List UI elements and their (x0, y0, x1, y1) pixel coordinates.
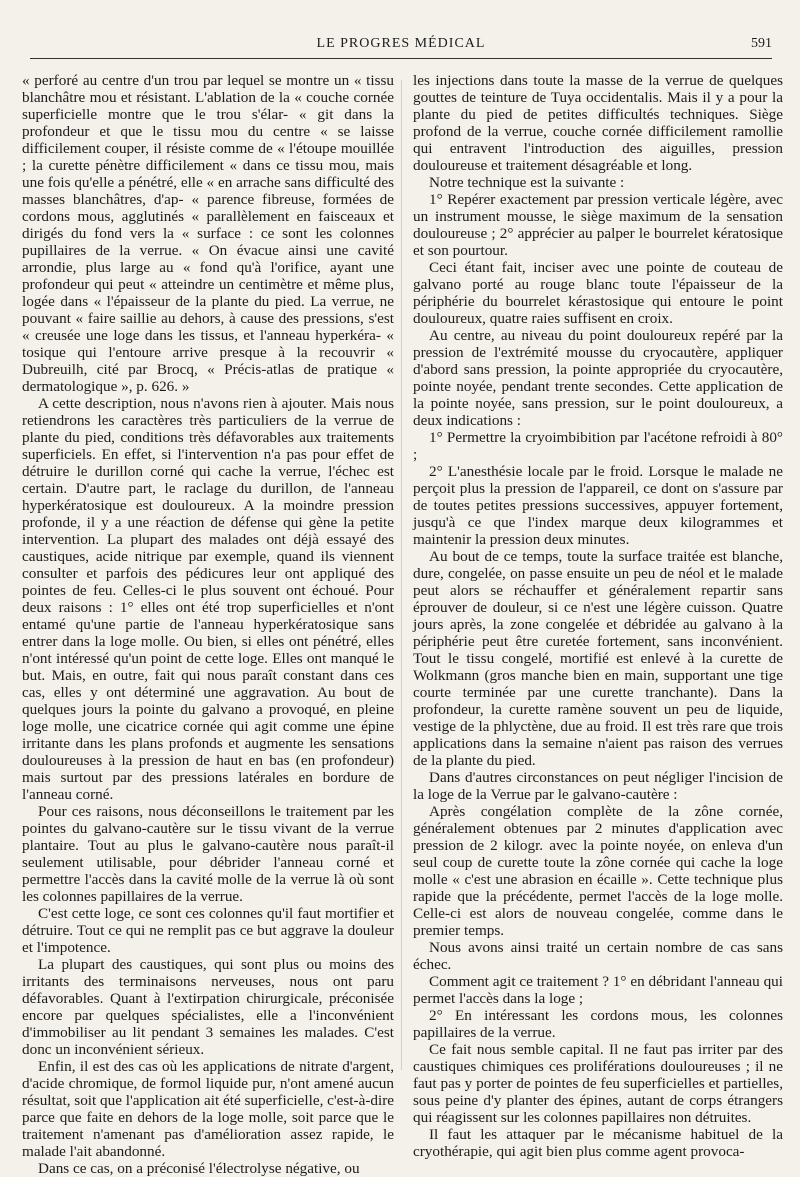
paragraph: Pour ces raisons, nous déconseillons le traitement par les pointes du galvano-cautère sur le tissu vivant de la verrue plantaire. Tout au plus le galvano-cautère nous paraît-il seulement utilisable, pour débrider l'anneau corné et permettre l'accès dans la cavité molle de la verrue là où sont les colonnes papillaires de la verrue. (22, 803, 394, 905)
paragraph: 1° Permettre la cryoimbibition par l'acétone refroidi à 80° ; (413, 429, 783, 463)
column-divider (401, 80, 402, 1070)
paragraph: 1° Repérer exactement par pression verticale légère, avec un instrument mousse, le siège maximum de la sensation douloureuse ; 2° apprécier au palper le bourrelet kératosique et son pourtour. (413, 191, 783, 259)
paragraph: 2° L'anesthésie locale par le froid. Lorsque le malade ne perçoit plus la pression de l'appareil, ce dont on s'assure par de toutes petites pressions successives, appuyer fortement, jusqu'à ce que l'index marque deux kilogrammes et maintenir la pression deux minutes. (413, 463, 783, 548)
paragraph: A cette description, nous n'avons rien à ajouter. Mais nous retiendrons les caractères très particuliers de la verrue de plante du pied, conditions très défavorables aux traitements superficiels. En effet, si l'intervention n'a pas pour effet de détruire le durillon corné qui cache la verrue, l'échec est certain. D'autre part, le raclage du durillon, de l'anneau hyperkératosique est douloureux. A la moindre pression profonde, il y a une réaction de défense qui gène la petite intervention. La plupart des malades ont déjà essayé des caustiques, acide nitrique par exemple, quand ils viennent consulter et parfois des pédicures leur ont appliqué des pointes de feu. Celles-ci le plus souvent ont échoué. Pour deux raisons : 1° elles ont été trop superficielles et n'ont entamé qu'une partie de l'anneau hyperkératosique sans entrer dans la loge molle. Ou bien, si elles ont pénétré, elles n'ont intéressé qu'un point de cette loge. Elles ont manqué le but. Mais, en outre, fait qui nous paraît constant dans ces cas, elles y ont déterminé une aggravation. Au bout de quelques jours la pointe du galvano a provoqué, en pleine loge molle, une cicatrice cornée qui agit comme une épine irritante dans les plans profonds et augmente les sensations douloureuses à la pression de haut en bas (en profondeur) mais surtout par des pressions latérales en bordure de l'anneau corné. (22, 395, 394, 803)
paragraph: Dans ce cas, on a préconisé l'électrolyse négative, ou (38, 1160, 360, 1177)
paragraph: les injections dans toute la masse de la verrue de quelques gouttes de teinture de Tuya occidentalis. Mais il y a pour la plante du pied de petites difficultés techniques. Siège profond de la verrue, couche cornée difficilement ramollie qui entravent l'introduction des aiguilles, pression douloureuse et traitement désagréable et long. (413, 72, 783, 174)
paragraph: Notre technique est la suivante : (429, 174, 625, 191)
paragraph: Comment agit ce traitement ? 1° en débridant l'anneau qui permet l'accès dans la loge ; (413, 973, 783, 1007)
right-column (413, 72, 783, 1160)
page-header (30, 36, 772, 59)
running-title: LE PROGRES MÉDICAL (316, 36, 486, 51)
paragraph: Au centre, au niveau du point douloureux repéré par la pression de l'extrémité mousse du cryocautère, appliquer d'abord sans pression, la pointe appropriée du cryocautère, pointe noyée, pendant trente secondes. Cette application de la pointe noyée, sans pression, sur le point douloureux, a deux indications : (413, 327, 783, 429)
page-number: 591 (751, 36, 772, 51)
left-column (22, 72, 394, 1177)
paragraph: Enfin, il est des cas où les applications de nitrate d'argent, d'acide chromique, de formol liquide pur, n'ont amené aucun résultat, soit que l'application ait été superficielle, c'est-à-dire parce que faite en dehors de la loge molle, soit parce que le traitement n'amenant pas d'amélioration assez rapide, le malade l'ait abandonné. (22, 1058, 394, 1160)
paragraph: Dans d'autres circonstances on peut négliger l'incision de la loge de la Verrue par le galvano-cautère : (413, 769, 783, 803)
paragraph: La plupart des caustiques, qui sont plus ou moins des irritants des terminaisons nerveuses, nous ont paru défavorables. Quant à l'extirpation chirurgicale, préconisée encore par quelques spécialistes, elle a l'inconvénient d'immobiliser au lit pendant 3 semaines les malades. C'est donc un inconvénient sérieux. (22, 956, 394, 1058)
paragraph: Il faut les attaquer par le mécanisme habituel de la cryothérapie, qui agit bien plus comme agent provoca- (413, 1126, 783, 1160)
paragraph: Nous avons ainsi traité un certain nombre de cas sans échec. (413, 939, 783, 973)
paragraph: Ce fait nous semble capital. Il ne faut pas irriter par des caustiques chimiques ces proliférations douloureuses ; il ne faut pas y porter de pointes de feu superficielles et partielles, sous peine d'y planter des épines, autant de corps étrangers qui réagissent sur les colonnes papillaires non détruites. (413, 1041, 783, 1126)
paragraph: Ceci étant fait, inciser avec une pointe de couteau de galvano porté au rouge blanc toute l'épaisseur de la périphérie du bourrelet kérastosique qui entoure le point douloureux, quatre raies suffisent en croix. (413, 259, 783, 327)
paragraph: 2° En intéressant les cordons mous, les colonnes papillaires de la verrue. (413, 1007, 783, 1041)
paragraph: C'est cette loge, ce sont ces colonnes qu'il faut mortifier et détruire. Tout ce qui ne remplit pas ce but aggrave la douleur et l'impotence. (22, 905, 394, 956)
paragraph: Après congélation complète de la zône cornée, généralement obtenues par 2 minutes d'application avec pression de 2 kilogr. avec la pointe noyée, on enleva d'un seul coup de curette toute la zône cornée qui cache la loge molle « c'est une abrasion en écaille ». Cette technique plus rapide que la précédente, permet l'accès de la loge molle. Celle-ci est alors de nouveau congelée, comme dans le premier temps. (413, 803, 783, 939)
paragraph: Au bout de ce temps, toute la surface traitée est blanche, dure, congelée, on passe ensuite un peu de néol et le malade peut alors se réchauffer et généralement repartir sans éprouver de douleur, si ce n'est une légère cuisson. Quatre jours après, la zone congelée et débridée au galvano à la périphérie peut être curetée fortement, sans inconvénient. Tout le tissu congelé, mortifié est enlevé à la curette de Wolkmann (gros manche bien en main, supportant une tige courte terminée par une curette tranchante). Dans la profondeur, la curette ramène souvent un peu de liquide, vestige de la phlyctène, due au froid. Il est très rare que trois applications dans la semaine n'aient pas raison des verrues de la plante du pied. (413, 548, 783, 769)
quoted-description: « perforé au centre d'un trou par lequel se montre un « tissu blanchâtre mou et résistant. L'ablation de la « couche cornée superficielle montre que le trou s'élar- « git dans la profondeur et que le tissu mou du centre « se laisse difficilement couper, il résiste comme de « l'étoupe mouillée ; la curette pénètre difficilement « dans ce tissu mou, mais une fois qu'elle a pénétré, elle « en arrache sans difficulté des masses blanchâtres, d'ap- « parence fibreuse, formées de cordons mous, agglutinés « parallèlement en faisceaux et dirigés du fond vers la « surface : ce sont les colonnes pupillaires de la verrue. « On évacue ainsi une cavité arrondie, plus large au « fond qu'à l'orifice, ayant une profondeur qui peut « atteindre un centimètre et même plus, logée dans « l'épaisseur de la plante du pied. La verrue, ne pouvant « faire saillie au dehors, à cause des pressions, s'est « creusée une loge dans les tissus, et l'anneau hyperkéra- « tosique qui l'entoure arrive presque à la recouvrir « Dubreuilh, cité par Brocq, « Précis-atlas de pratique « dermatologique », p. 626. » (22, 72, 394, 395)
